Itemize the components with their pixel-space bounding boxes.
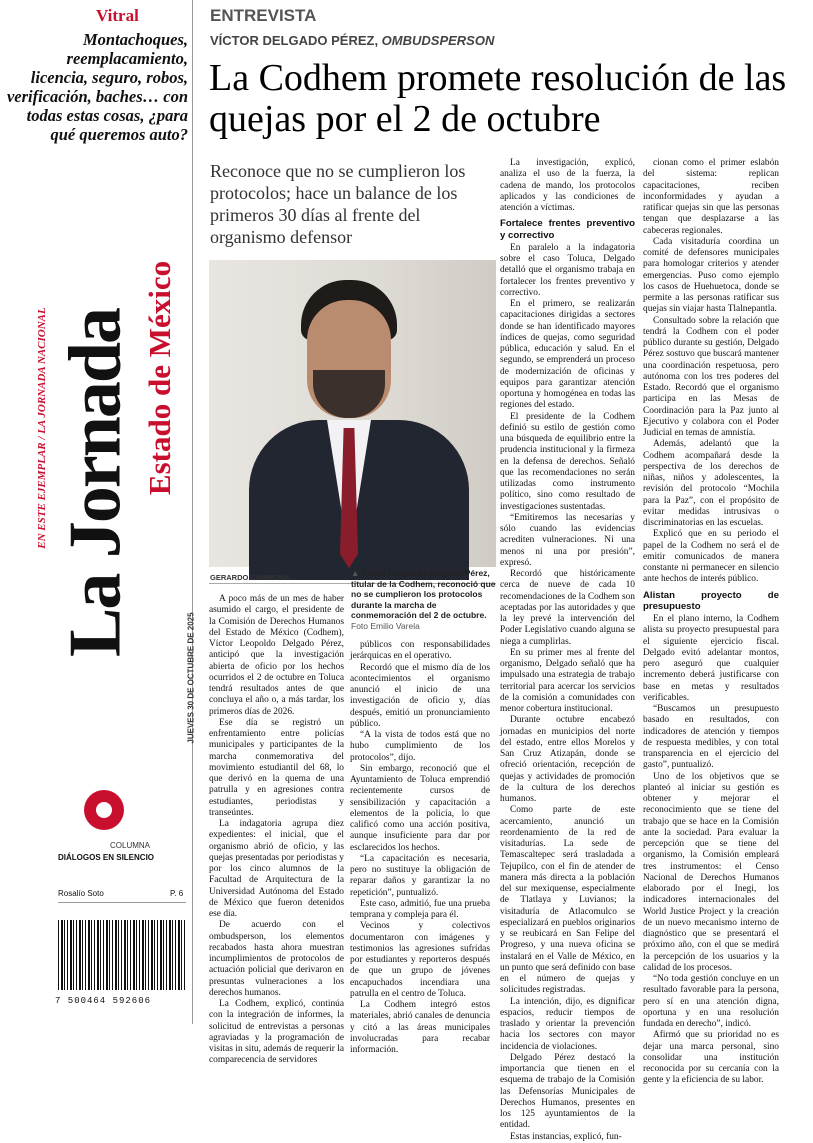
paragraph: Uno de los objetivos que se planteó al iniciar su gestión es obtener y mejorar el reconocimiento que se tiene del trabajo que se hace en la Comisión ante la sociedad. Para evaluar la percepción que se tiene del organismo, la Comisión empleará tres instrumentos: el Censo Nacional de Derechos Humanos elaborado por el Inegi, los indicadores internacionales del World Justice Project y la creación de un nuevo mecanismo interno de diagnóstico que se presentará el próximo año, con el que se medirá la percepción de los usuarios y la calidad de los procesos. xyxy=(643,771,779,973)
paragraph: Durante octubre encabezó jornadas en municipios del norte del estado, entre ellos Morelos y San Cruz Atizapán, donde se ofreció orientación, recepción de quejas y actividades de promoción de la cultura de los derechos humanos. xyxy=(500,715,635,804)
caption-text: Víctor Leopoldo Delgado Pérez, titular de la Codhem, reconoció que no se cumplieron los protocolos durante la marcha de conmemoración del 2 de octubre. xyxy=(351,568,496,620)
masthead-logo: La Jornada xyxy=(54,308,137,658)
paragraph: La indagatoria agrupa diez expedientes: el inicial, que el organismo abrió de oficio, y las quejas presentadas por periodistas y por los cinco alumnos de la Facultad de Arquitectura de la Universidad Autónoma del Estado de México que fueron detenidos ese día. xyxy=(209,819,344,919)
paragraph: En el primero, se realizarán capacitaciones dirigidas a sectores donde se han identificado mayores índices de quejas, como seguridad pública, educación y salud. En el segundo, se emprenderá un proceso de modernización de oficinas y equipos para garantizar atención oportuna y homogénea en todas las regiones del estado. xyxy=(500,299,635,411)
paragraph: Ese día se registró un enfrentamiento entre policías municipales y participantes de la marcha conmemorativa del movimiento estudiantil del 68, lo que derivó en la quema de una patrulla y en agresiones contra estudiantes, periodistas y transeúntes. xyxy=(209,717,344,818)
paragraph: Recordó que históricamente cerca de nueve de cada 10 recomendaciones de la Codhem son aceptadas por las autoridades y que la ley prevé la intervención del Poder Legislativo cuando alguna se niega a cumplirlas. xyxy=(500,569,635,647)
paragraph: La Codhem, explicó, continúa con la integración de informes, la solicitud de entrevistas a personas agraviadas y la programación de visitas in situ, además de requerir la comparecencia de servidores xyxy=(209,999,344,1066)
paragraph: Afirmó que su prioridad no es dejar una marca personal, sino consolidar una institución reconocida por su cercanía con la gente y la eficiencia de su labor. xyxy=(643,1030,779,1086)
paragraph: Sin embargo, reconoció que el Ayuntamiento de Toluca emprendió recientemente cursos de sensibilización y capacitación a elementos de la policía, lo que calificó como una acción positiva, aunque insuficiente para dar por esclarecidos los hechos. xyxy=(350,763,490,853)
byline-name: VÍCTOR DELGADO PÉREZ, xyxy=(210,33,382,48)
vitral-text: Montachoques, reemplacamiento, licencia, seguro, robos, verificación, baches… con todas estas cosas, ¿para qué queremos auto? xyxy=(6,30,188,144)
masthead-state: Estado de México xyxy=(142,260,177,496)
caption-credit: Foto Emilio Varela xyxy=(351,620,420,631)
sidebar xyxy=(0,0,196,1024)
caption-marker: ▲ xyxy=(351,568,360,578)
column-label: COLUMNA xyxy=(110,841,151,850)
paragraph: Recordó que el mismo día de los acontecimientos el organismo anunció el inicio de una investigación de oficio y, días después, emitió un pronunciamiento público. xyxy=(350,662,490,729)
article-column-3 xyxy=(500,158,635,1142)
subheading: Fortalece frentes preventivo y correctivo xyxy=(500,218,635,241)
vitral-title: Vitral xyxy=(96,6,139,25)
paragraph: públicos con responsabilidades jerárquicas en el operativo. xyxy=(350,640,490,662)
byline xyxy=(210,33,494,48)
paragraph: La Codhem integró estos materiales, abrió canales de denuncia y citó a las áreas municipales involucradas para recabar información. xyxy=(350,1000,490,1055)
paragraph: Además, adelantó que la Codhem acompañará desde la perspectiva de los derechos de niñas, niños y adolescentes, la revisión del protocolo “Mochila para la Paz”, con el propósito de evitar medidas intrusivas o discriminatorias en las escuelas. xyxy=(643,439,779,528)
byline-role: OMBUDSPERSON xyxy=(381,33,495,48)
paragraph: A poco más de un mes de haber asumido el cargo, el presidente de la Comisión de Derechos Humanos del Estado de México (Codhem), Víctor Leopoldo Delgado Pérez, anticipó que la investigación abierta de oficio por los hechos ocurridos el 2 de octubre en Toluca tendrá resultados antes de que concluya el año o, a más tardar, los primeros días de 2026. xyxy=(209,594,344,717)
paragraph: Vecinos y colectivos documentaron con imágenes y testimonios las agresiones sufridas por estudiantes y reporteros después de que un grupo de jóvenes encapuchados incendiara una patrulla en el centro de Toluca. xyxy=(350,921,490,999)
headline: La Codhem promete resolución de las quejas por el 2 de octubre xyxy=(209,57,787,140)
issue-date: JUEVES 30 DE OCTUBRE DE 2025 xyxy=(186,612,196,744)
subheading: Alistan proyecto de presupuesto xyxy=(643,589,779,612)
article-column-1 xyxy=(209,594,344,1066)
paragraph: El presidente de la Codhem definió su estilo de gestión como una búsqueda de equilibrio entre la prudencia institucional y la firmeza en la defensa de derechos. Señaló que las recomendaciones no serán utilizadas como instrumento político, sino como resultado de investigaciones sustentadas. xyxy=(500,411,635,512)
paragraph: Cada visitaduría coordina un comité de defensores municipales para homologar criterios y atender emergencias. Puso como ejemplo los casos de Huehuetoca, donde se permite a las personas ratificar sus quejas sin viajar hasta Tlalnepantla. xyxy=(643,236,779,315)
paragraph: “Emitiremos las necesarias y sólo cuando las evidencias acrediten vulneraciones. Ni una menos ni una por presión”, expresó. xyxy=(500,512,635,568)
divider xyxy=(58,902,186,903)
paragraph: En el plano interno, la Codhem alista su proyecto presupuestal para el siguiente ejercicio fiscal. Delgado evitó adelantar montos, pero aseguró que cualquier incremento deberá justificarse con base en metas y resultados verificables. xyxy=(643,614,779,703)
photo-caption xyxy=(351,568,497,631)
paragraph: La investigación, explicó, analiza el uso de la fuerza, la cadena de mando, los protocolos aplicados y las condiciones de atención a víctimas. xyxy=(500,158,635,213)
paragraph: “No toda gestión concluye en un resultado favorable para la persona, pero sí en una atención digna, oportuna y en una resolución fundada en derecho”, indicó. xyxy=(643,974,779,1029)
paragraph: Como parte de este acercamiento, anunció un reordenamiento de la red de visitadurías. La sede de Temascaltepec será trasladada a Tejupilco, con el fin de atender de manera más directa a la población del sur mexiquense, especialmente de Tlatlaya y Luvianos; la visitaduría de Atlacomulco se especializará en pueblos originarios y se reubicará en San Felipe del Progreso, y una nueva oficina se instalará en el Valle de México, en un punto que será definido con base en el número de quejas y solicitudes registradas. xyxy=(500,805,635,996)
paragraph: cionan como el primer eslabón del sistema: replican capacitaciones, reciben inconformidades y ayudan a ratificar quejas sin que las personas tengan que desplazarse a las cabeceras regionales. xyxy=(643,158,779,236)
article-column-2 xyxy=(350,640,490,1055)
paragraph: Consultado sobre la relación que tendrá la Codhem con el poder público durante su gestión, Delgado Pérez sostuvo que buscará mantener una coordinación respetuosa, pero autónoma con los tres poderes del Estado. Recordó que el organismo participa en las Mesas de Coordinación para la Paz junto al Ejecutivo y colabora con el Poder Judicial en temas de amnistía. xyxy=(643,315,779,438)
paragraph: En paralelo a la indagatoria sobre el caso Toluca, Delgado detalló que el organismo trabaja en fortalecer los frentes preventivo y correctivo. xyxy=(500,242,635,298)
section-label: ENTREVISTA xyxy=(210,6,317,25)
paragraph: “La capacitación es necesaria, pero no sustituye la obligación de reparar daños y garantizar la no repetición”, puntualizó. xyxy=(350,853,490,898)
column-author: Rosalío Soto xyxy=(58,889,104,898)
photographer: GERARDO CARMONA xyxy=(210,573,290,582)
sun-logo-icon xyxy=(84,790,124,830)
paragraph: La intención, dijo, es dignificar espacios, reducir tiempos de traslado y orientar la prevención hacia los sectores con mayor incidencia de violaciones. xyxy=(500,996,635,1052)
masthead-tag: EN ESTE EJEMPLAR / LA JORNADA NACIONAL xyxy=(36,307,48,549)
paragraph: De acuerdo con el ombudsperson, los elementos recabados hasta ahora muestran incumplimientos de protocolos de actuación policial que derivaron en presuntas vulneraciones a los derechos humanos. xyxy=(209,920,344,998)
paragraph: Estas instancias, explicó, fun- xyxy=(510,1131,622,1142)
barcode xyxy=(58,920,185,990)
column-page: P. 6 xyxy=(170,889,184,898)
paragraph: Este caso, admitió, fue una prueba temprana y compleja para él. xyxy=(350,898,490,920)
article-photo xyxy=(209,260,496,567)
deck: Reconoce que no se cumplieron los protocolos; hace un balance de los primeros 30 días al frente del organismo defensor xyxy=(210,161,466,247)
masthead xyxy=(6,178,196,788)
paragraph: Delgado Pérez destacó la importancia que tienen en el esquema de trabajo de la Comisión las Defensorías Municipales de Derechos Humanos, presentes en los 125 ayuntamientos de la entidad. xyxy=(500,1052,635,1131)
paragraph: “Buscamos un presupuesto basado en resultados, con indicadores de atención y tiempos de respuesta medibles, y con total transparencia en el ejercicio del gasto”, puntualizó. xyxy=(643,704,779,771)
barcode-number: 7 500464 592606 xyxy=(55,996,152,1006)
paragraph: En su primer mes al frente del organismo, Delgado señaló que ha impulsado una estrategia de trabajo territorial para acercar los servicios de la comisión a comunidades con menor cobertura institucional. xyxy=(500,647,635,714)
column-title: DIÁLOGOS EN SILENCIO xyxy=(58,853,155,862)
paragraph: “A la vista de todos está que no hubo cumplimiento de los protocolos”, dijo. xyxy=(350,730,490,763)
paragraph: Explicó que en su periodo el papel de la Codhem no será el de emitir comunicados de manera constante ni permanecer en silencio ante hechos de interés público. xyxy=(643,529,779,585)
article-column-4 xyxy=(643,158,779,1086)
